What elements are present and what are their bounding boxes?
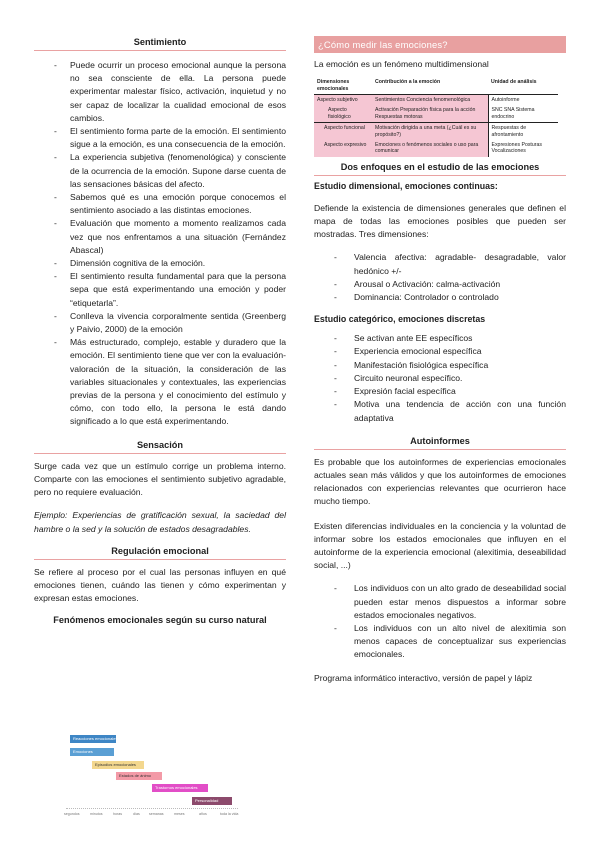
sensacion-heading: Sensación [34, 440, 286, 454]
list-item: - Se activan ante EE específicos [314, 332, 566, 345]
table-cell: Aspecto funcional [314, 123, 372, 140]
autoinformes-p1: Es probable que los autoinformes de experiencias emocionales actuales sean más válidos y que los autoinformes de emociones relacionados con experiencias relevantes que ocurrieron hace mucho tiempo. [314, 456, 566, 507]
sentimiento-list [34, 59, 286, 429]
regulacion-heading: Regulación emocional [34, 546, 286, 560]
list-item: - Puede ocurrir un proceso emocional aunque la persona no sea consciente de ella. La persona puede experimentar malestar físico, activación, inquietud y no ser capaz de localizar la cualidad emocional de esos cambios. [34, 59, 286, 125]
bar-estados-animo: Estados de ánimo [116, 772, 162, 780]
table-row [314, 140, 558, 157]
table-cell: Activación Preparación física para la acción Respuestas motoras [372, 105, 488, 122]
axis-line [66, 808, 238, 809]
medir-banner: ¿Cómo medir las emociones? [314, 36, 566, 53]
autoinformes-heading: Autoinformes [314, 436, 566, 450]
axis-tick: meses [174, 812, 185, 816]
dimensional-list [314, 251, 566, 304]
sensacion-text: Surge cada vez que un estímulo corrige un problema interno. Comparte con las emociones el sentimiento subjetivo agradable, pero no requiere evaluación. [34, 460, 286, 498]
dimensiones-table [314, 77, 558, 157]
list-item: - El sentimiento resulta fundamental para que la persona sepa que está experimentando una emoción y poder “etiquetarla”. [34, 270, 286, 310]
dimensional-text: Defiende la existencia de dimensiones generales que definen el mapa de todas las emociones posibles que pueden ser mostradas. Tres dimensiones: [314, 202, 566, 240]
list-item: - Valencia afectiva: agradable- desagradable, valor hedónico +/- [314, 251, 566, 277]
categorico-list [314, 332, 566, 424]
bar-reacciones: Reacciones emocionales [70, 735, 116, 743]
table-header: Dimensiones emocionales [314, 77, 372, 94]
axis-tick: semanas [149, 812, 164, 816]
table-cell: Motivación dirigida a una meta (¿Cuál es su propósito?) [372, 123, 488, 140]
list-item: - Dominancia: Controlador o controlado [314, 291, 566, 304]
table-header: Contribución a la emoción [372, 77, 488, 94]
table-row [314, 123, 558, 140]
table-header: Unidad de análisis [488, 77, 558, 94]
bar-emociones: Emociones [70, 748, 114, 756]
regulacion-text: Se refiere al proceso por el cual las personas influyen en qué emociones tienen, cuándo las tienen y cómo experimentan y expresan estas emociones. [34, 566, 286, 604]
list-item: - Circuito neuronal específico. [314, 372, 566, 385]
sentimiento-heading: Sentimiento [34, 37, 286, 51]
fenomenos-heading: Fenómenos emocionales según su curso natural [53, 615, 267, 626]
list-item: - Más estructurado, complejo, estable y duradero que la emoción. El sentimiento tiene que ver con la evaluación-valoración de la situación, la consideración de las variables situacionales y contextuales, las experiencias previas de la persona y el conocimiento del estímulo y cómo, con todo ello, la persona le está dando significado a lo que está experimentando. [34, 336, 286, 428]
list-item: - Los individuos con un alto grado de deseabilidad social pueden estar menos dispuestos a informar sobre estados emocionales negativos. [314, 582, 566, 622]
intro-text: La emoción es un fenómeno multidimensional [314, 59, 489, 69]
list-item: - La experiencia subjetiva (fenomenológica) y consciente de la ocurrencia de la emoción. Supone darse cuenta de las sensaciones básicas del afecto. [34, 151, 286, 191]
list-item: - Manifestación fisiológica específica [314, 359, 566, 372]
list-item: - El sentimiento forma parte de la emoción. El sentimiento sigue a la emoción, es una consecuencia de la emoción. [34, 125, 286, 151]
bar-episodios: Episodios emocionales [92, 761, 144, 769]
table-row [314, 95, 558, 106]
sensacion-example: Ejemplo: Experiencias de gratificación sexual, la saciedad del hambre o la sed y la solución de estados desagradables. [34, 510, 286, 534]
table-cell: Expresiones Posturas Vocalizaciones [488, 140, 558, 157]
axis-tick: minutos [90, 812, 103, 816]
enfoques-heading: Dos enfoques en el estudio de las emociones [314, 162, 566, 176]
autoinformes-p2: Existen diferencias individuales en la conciencia y la voluntad de informar sobre los estados emocionales que influyen en el autoinforme de la experiencia emocional (alexitimia, deseabilidad social, ...) [314, 520, 566, 571]
bar-trastornos: Trastornos emocionales [152, 784, 208, 792]
list-item: - Dimensión cognitiva de la emoción. [34, 257, 286, 270]
axis-tick: días [133, 812, 140, 816]
axis-tick: segundos [64, 812, 80, 816]
list-item: - Expresión facial específica [314, 385, 566, 398]
table-row [314, 105, 558, 122]
table-cell: SNC SNA Sistema endocrino [488, 105, 558, 122]
table-cell: Autoinforme [488, 95, 558, 106]
right-column [314, 0, 566, 685]
table-cell: Aspecto fisiológico [314, 105, 372, 122]
list-item: - Experiencia emocional específica [314, 345, 566, 358]
table-cell: Sentimientos Conciencia fenomenológica [372, 95, 488, 106]
table-cell: Aspecto expresivo [314, 140, 372, 157]
bar-personalidad: Personalidad [192, 797, 232, 805]
table-cell: Aspecto subjetivo [314, 95, 372, 106]
dimensional-title: Estudio dimensional, emociones continuas: [314, 180, 498, 191]
autoinformes-footer: Programa informático interactivo, versión de papel y lápiz [314, 672, 533, 683]
left-column [34, 0, 286, 628]
table-cell: Emociones o fenómenos sociales o uso para comunicar [372, 140, 488, 157]
list-item: - Los individuos con un alto nivel de alexitimia son menos capaces de conceptualizar sus experiencias emocionales. [314, 622, 566, 662]
list-item: - Motiva una tendencia de acción con una función adaptativa [314, 398, 566, 424]
list-item: - Arousal o Activación: calma-activación [314, 278, 566, 291]
list-item: - Conlleva la vivencia corporalmente sentida (Greenberg y Paivio, 2000) de la emoción [34, 310, 286, 336]
table-cell: Respuestas de afrontamiento [488, 123, 558, 140]
axis-tick: horas [113, 812, 122, 816]
axis-tick: toda la vida [220, 812, 239, 816]
autoinformes-list [314, 582, 566, 661]
categorico-title: Estudio categórico, emociones discretas [314, 314, 486, 325]
list-item: - Evaluación que momento a momento realizamos cada vez que nos enfrentamos a una situación (Fernández Abascal) [34, 217, 286, 257]
list-item: - Sabemos qué es una emoción porque conocemos el sentimiento asociado a las distintas emociones. [34, 191, 286, 217]
axis-tick: años [199, 812, 207, 816]
